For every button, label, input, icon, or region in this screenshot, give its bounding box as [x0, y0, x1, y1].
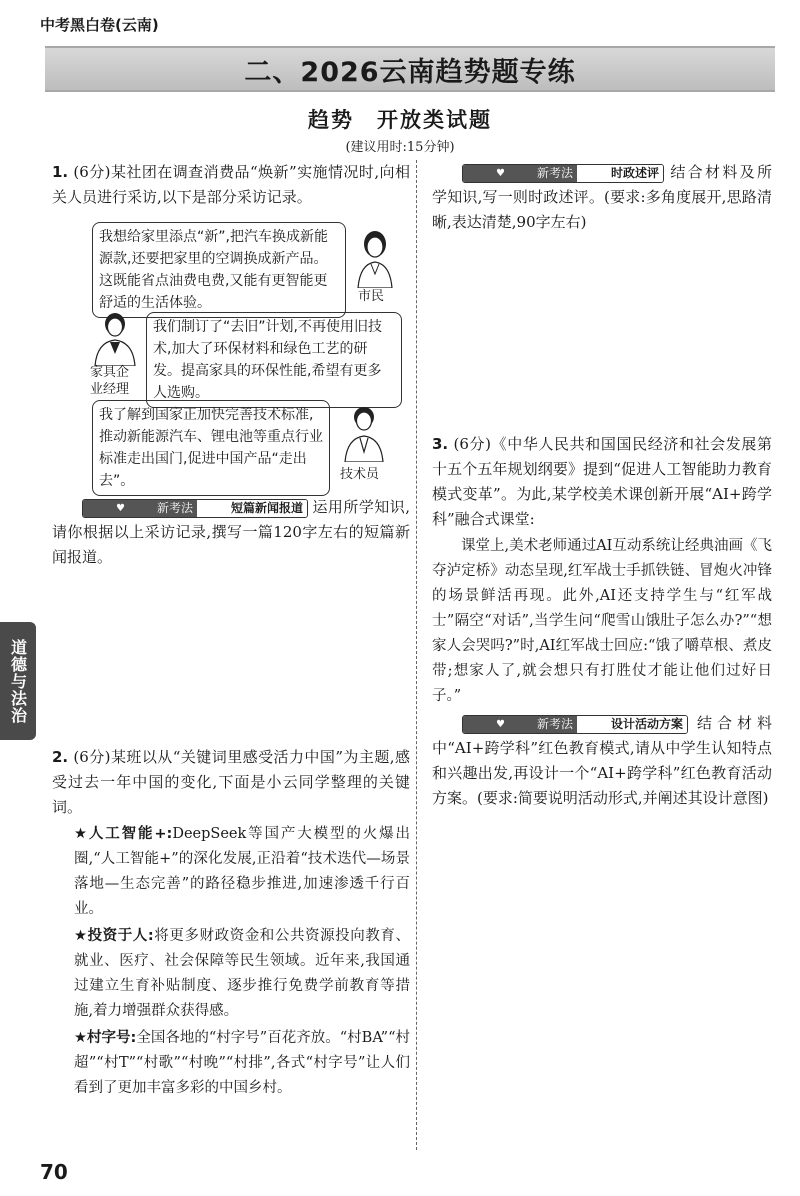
section-subtitle: 趋势 开放类试题 — [308, 108, 492, 132]
keyword-item: ★村字号:全国各地的“村字号”百花齐放。“村BA”“村超”“村T”“村歌”“村晚”“村排”,各式“村字号”让人们看到了更加丰富多彩的中国乡村。 — [74, 1030, 410, 1096]
new-method-tag: ♥ 新考法 短篇新闻报道 — [82, 499, 308, 518]
question-stem: (6分)某社团在调查消费品“焕新”实施情况时,向相关人员进行采访,以下是部分采访记录。 — [52, 163, 410, 206]
subject-side-tab: 道德与法治 — [0, 622, 36, 740]
keyword-item: ★人工智能+:DeepSeek等国产大模型的火爆出圈,“人工智能+”的深化发展,正沿着“技术迭代—场景落地—生态完善”的路径稳步推进,加速渗透千行百业。 — [74, 826, 410, 917]
heart-icon: ♥ — [496, 718, 505, 730]
question-1 — [52, 160, 410, 210]
speaker-label-manager: 家具企 业经理 — [90, 365, 130, 397]
new-method-tag: ♥ 新考法 时政述评 — [462, 164, 664, 183]
interview-illustration — [86, 218, 406, 488]
question-3 — [432, 432, 772, 811]
new-method-tag: ♥ 新考法 设计活动方案 — [462, 715, 688, 734]
technician-avatar-icon — [342, 404, 386, 462]
speaker-label-citizen: 市民 — [358, 289, 385, 304]
manager-avatar-icon — [92, 310, 138, 366]
keyword-item: ★投资于人:将更多财政资金和公共资源投向教育、就业、医疗、社会保障等民生领域。近年来,我国通过建立生育补贴制度、逐步推行免费学前教育等措施,着力增强群众获得感。 — [74, 928, 410, 1019]
page-number: 70 — [40, 1160, 68, 1184]
speech-bubble-citizen: 我想给家里添点“新”,把汽车换成新能源款,还要把家里的空调换成新产品。这既能省点油费电费,又能有更智能更舒适的生活体验。 — [92, 222, 346, 318]
question-2-task — [432, 160, 772, 235]
speech-bubble-manager: 我们制订了“去旧”计划,不再使用旧技术,加大了环保材料和绿色工艺的研发。提高家具的环保性能,希望有更多人选购。 — [146, 312, 402, 408]
question-task: 运用所学知识,请你根据以上采访记录,撰写一篇120字左右的短篇新闻报道。 — [52, 498, 410, 566]
series-title: 中考黑白卷(云南) — [40, 16, 159, 34]
speech-bubble-technician: 我了解到国家正加快完善技术标准,推动新能源汽车、锂电池等重点行业标准走出国门,促进中国产品“走出去”。 — [92, 400, 330, 496]
citizen-avatar-icon — [354, 228, 396, 288]
question-task: 结合材料中“AI+跨学科”红色教育模式,请从中学生认知特点和兴趣出发,再设计一个“AI+跨学科”红色教育活动方案。(要求:简要说明活动形式,并阐述其设计意图) — [432, 714, 772, 807]
question-stem: (6分)某班以从“关键词里感受活力中国”为主题,感受过去一年中国的变化,下面是小云同学整理的关键词。 — [52, 748, 410, 816]
section-banner — [45, 46, 775, 92]
banner-title: 二、2026云南趋势题专练 — [244, 56, 576, 88]
question-2 — [52, 745, 410, 1101]
question-number: 1. — [52, 163, 69, 181]
question-stem: (6分)《中华人民共和国国民经济和社会发展第十五个五年规划纲要》提到“促进人工智能助力教育模式变革”。为此,某学校美术课创新开展“AI+跨学科”融合式课堂: — [432, 435, 772, 528]
column-divider — [416, 160, 417, 1150]
heart-icon: ♥ — [116, 502, 125, 514]
speaker-label-technician: 技术员 — [340, 467, 380, 482]
material-passage: 课堂上,美术老师通过AI互动系统让经典油画《飞夺泸定桥》动态呈现,红军战士手抓铁链、冒炮火冲锋的场景鲜活再现。此外,AI还支持学生与“红军战士”隔空“对话”,当学生问“爬雪山饿肚子怎么办?”“想家人会哭吗?”时,AI红军战士回应:“饿了嚼草根、煮皮带;想家人了,就会想只有打胜仗才能让他们过好日子。” — [432, 538, 772, 704]
time-note: (建议用时:15分钟) — [345, 140, 455, 155]
question-1-task — [52, 495, 410, 570]
heart-icon: ♥ — [496, 167, 505, 179]
question-number: 2. — [52, 748, 69, 766]
question-task: 结合材料及所学知识,写一则时政述评。(要求:多角度展开,思路清晰,表达清楚,90字左右) — [432, 163, 772, 231]
question-number: 3. — [432, 435, 449, 453]
